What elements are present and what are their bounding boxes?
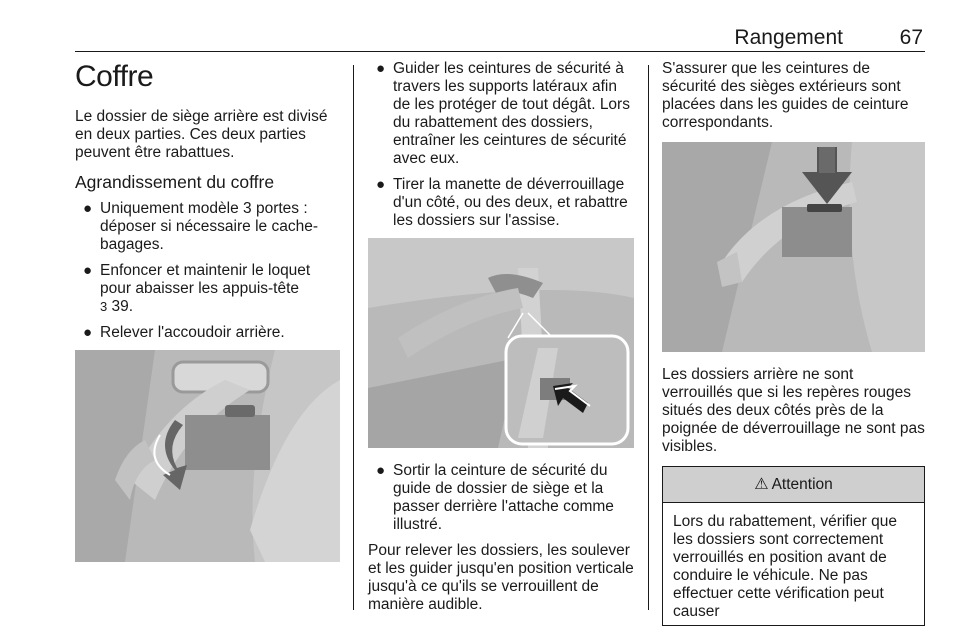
warning-title: Attention <box>771 475 833 493</box>
warning-box <box>662 466 925 626</box>
page-number: 67 <box>899 26 923 49</box>
list-item: ● Relever l'accoudoir arrière. <box>83 324 285 341</box>
list-item: ● Tirer la manette de déverrouillage d'un côté, ou des deux, et rabattre les dossiers sur l'assise. <box>376 176 628 229</box>
intro-paragraph: Le dossier de siège arrière est divisé en deux parties. Ces deux parties peuvent être rabattues. <box>75 108 328 161</box>
paragraph: Pour relever les dossiers, les soulever et les guider jusqu'en position verticale jusqu'à ce qu'ils se verrouillent de manière audible. <box>368 542 634 613</box>
warning-body <box>663 503 924 625</box>
bullet-icon: ● <box>376 462 386 479</box>
column-divider <box>353 65 354 610</box>
page-reference-link[interactable]: 39. <box>111 298 134 315</box>
list-item: ● Uniquement modèle 3 portes : déposer si nécessaire le cache-bagages. <box>83 200 318 253</box>
column-divider <box>648 65 649 610</box>
bullet-icon: ● <box>376 176 386 193</box>
section-title: Rangement <box>734 26 843 49</box>
column-3 <box>662 60 925 626</box>
page-title: Coffre <box>75 60 154 93</box>
seatbelt-guide-illustration <box>368 238 634 448</box>
list-item: ● Sortir la ceinture de sécurité du guide de dossier de siège et la passer derrière l'attache comme illustré. <box>376 462 614 533</box>
figure-armrest <box>75 350 340 562</box>
column-2 <box>368 60 634 624</box>
subheading: Agrandissement du coffre <box>75 172 275 192</box>
page-reference-icon: 3 <box>100 299 108 314</box>
bullet-list <box>75 200 340 342</box>
bullet-icon: ● <box>83 324 93 341</box>
bullet-icon: ● <box>83 262 93 279</box>
intro-paragraph: S'assurer que les ceintures de sécurité des sièges extérieurs sont placées dans les guides de ceinture correspondants. <box>662 60 909 131</box>
armrest-illustration <box>75 350 340 562</box>
list-item: ● Guider les ceintures de sécurité à travers les supports latéraux afin de les protéger de tout dégât. Lors du rabattement des dossiers, entraîner les ceintures de sécurité avec eux. <box>376 60 630 167</box>
bullet-list <box>368 462 634 534</box>
seatbelt-placement-illustration <box>662 142 925 352</box>
column-1 <box>75 60 340 576</box>
bullet-list <box>368 60 634 230</box>
bullet-icon: ● <box>83 200 93 217</box>
warning-text: Lors du rabattement, vérifier que les dossiers sont correctement verrouillés en position avant de conduire le véhicule. Ne pas effectuer cette vérification peut causer <box>673 513 898 620</box>
warning-header <box>663 467 924 503</box>
list-item: ● Enfoncer et maintenir le loquet pour abaisser les appuis-tête 3 39. <box>83 262 311 315</box>
bullet-icon: ● <box>376 60 386 77</box>
page-header <box>75 26 925 52</box>
figure-seatbelt-guide <box>368 238 634 448</box>
paragraph: Les dossiers arrière ne sont verrouillés que si les repères rouges situés des deux côtés près de la poignée de déverrouillage ne sont pas visibles. <box>662 366 925 455</box>
warning-triangle-icon: ⚠ <box>754 475 769 493</box>
figure-seatbelt-placement <box>662 142 925 352</box>
